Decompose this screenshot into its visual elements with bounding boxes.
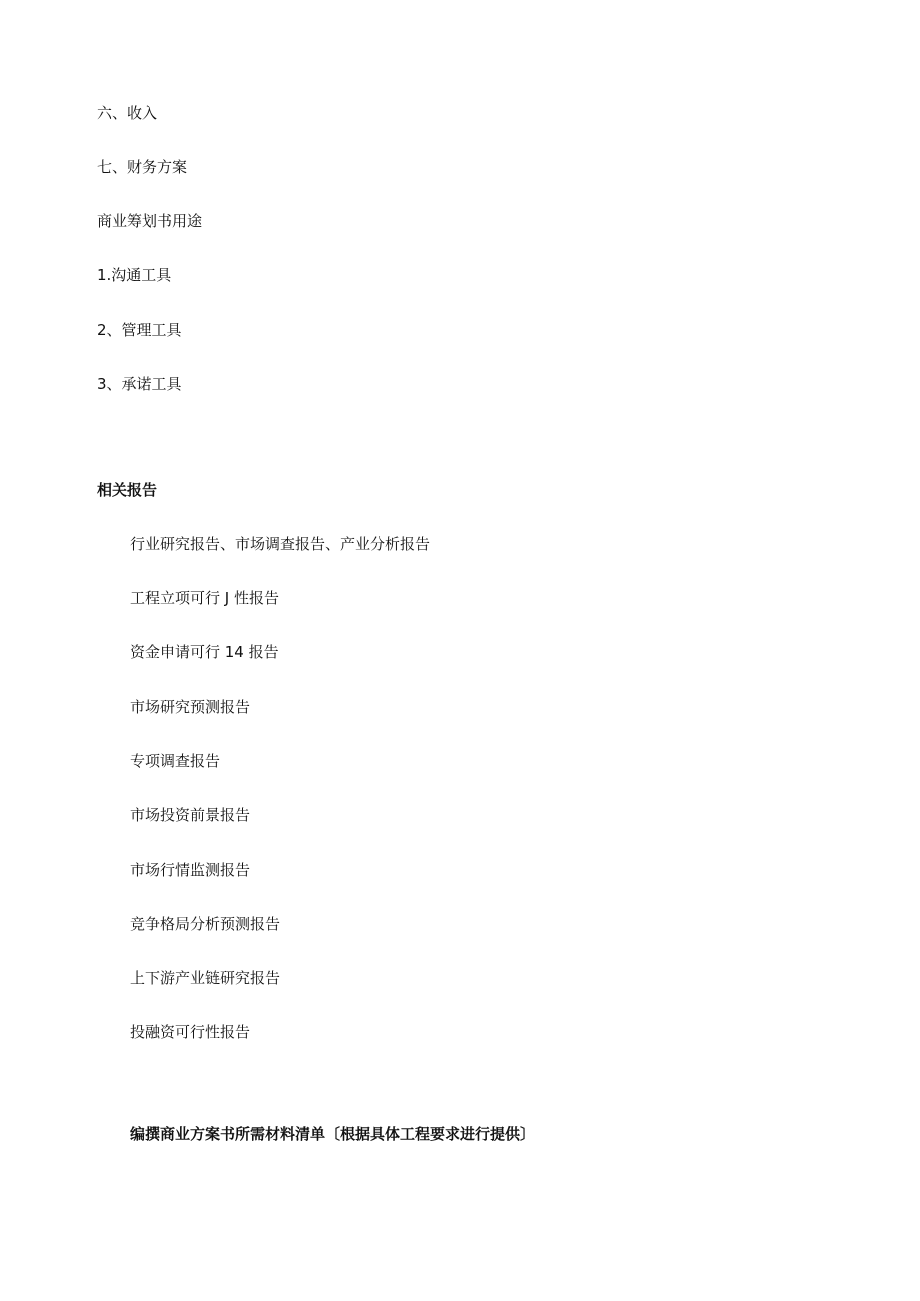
report-item: 上下游产业链研究报告: [130, 969, 281, 987]
usage-item-commitment: 3、承诺工具: [97, 375, 182, 393]
usage-heading: 商业筹划书用途: [97, 212, 203, 230]
usage-item-communication: 1.沟通工具: [97, 266, 172, 284]
report-item: 竞争格局分析预测报告: [130, 915, 281, 933]
related-reports-heading: 相关报告: [97, 481, 158, 499]
report-item: 投融资可行性报告: [130, 1023, 251, 1041]
section-financial-plan: 七、财务方案: [97, 158, 188, 176]
usage-item-management: 2、管理工具: [97, 321, 182, 339]
report-item: 工程立项可行 J 性报告: [130, 589, 279, 607]
report-item: 行业研究报告、市场调查报告、产业分析报告: [130, 535, 431, 553]
materials-heading: 编撰商业方案书所需材料清单〔根据具体工程要求进行提供〕: [130, 1125, 536, 1143]
section-income: 六、收入: [97, 104, 158, 122]
report-item: 专项调查报告: [130, 752, 221, 770]
report-item: 资金申请可行 14 报告: [130, 643, 279, 661]
report-item: 市场行情监测报告: [130, 861, 251, 879]
report-item: 市场研究预测报告: [130, 698, 251, 716]
report-item: 市场投资前景报告: [130, 806, 251, 824]
